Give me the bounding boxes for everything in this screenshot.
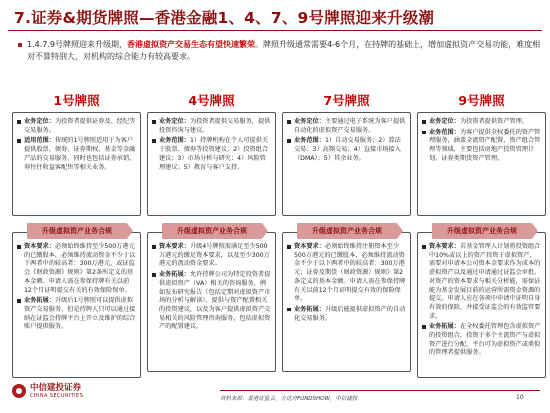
item-text: 在全权委托管理包含虚拟资产的投资组合，投资于多个主流资产与虚拟资产进行分配，平台可为虚拟资产或类似的管理者提供服务。 — [429, 323, 541, 357]
tag-arrow-icon — [262, 223, 268, 239]
bullet-item — [17, 137, 136, 172]
footer-divider — [220, 390, 540, 391]
bullet-item — [152, 243, 271, 269]
item-text: 升级4号牌照需满足至少500万港元的缴足资本要求，以及至少300万港元的流动资金要求。 — [159, 243, 270, 268]
bullet-item — [422, 323, 541, 358]
square-bullet-icon — [17, 120, 21, 124]
tag-arrow-icon — [532, 223, 538, 239]
item-label: 资本要求： — [159, 243, 190, 250]
item-text: 为客户提供全权委托的资产管理服务，涵盖全流资产配置、资产组合管理等领域，主要包括房地产投资管理计划、证券类期货资产管理。 — [429, 128, 541, 162]
intro-text — [27, 39, 542, 63]
logo-icon — [12, 384, 26, 398]
title-divider — [8, 30, 542, 31]
item-label: 业务拓展： — [24, 297, 55, 305]
item-label: 业务定位： — [159, 118, 190, 125]
item-text: 升级后能提供虚拟资产的自动化交易服务。 — [294, 305, 406, 322]
square-bullet-icon — [422, 325, 426, 329]
upgrade-tag: 升级虚拟资产业务合规 — [162, 223, 262, 239]
upgrade-box — [147, 227, 276, 372]
item-label: 业务定位： — [429, 118, 460, 125]
item-label: 资本要求： — [294, 243, 325, 250]
license-column — [12, 92, 141, 331]
square-bullet-icon — [152, 139, 156, 143]
license-column — [417, 92, 546, 357]
item-text: 1）自动交易服务；2）算法交易；3）高频交易；4）直接市场接入（DMA）；5）其余业务。 — [294, 137, 401, 162]
item-text: 为投资者提供证券及、经纪等交易服务。 — [24, 118, 136, 134]
bullet-item — [152, 118, 271, 135]
item-label: 业务范围： — [429, 128, 460, 136]
bullet-item — [17, 297, 136, 332]
item-label: 资本要求： — [429, 243, 460, 250]
square-bullet-icon — [287, 308, 291, 312]
square-bullet-icon — [152, 245, 156, 249]
item-label: 业务定位： — [294, 118, 325, 125]
intro-prefix: 1.4.7.9号牌照迎来升级期， — [27, 40, 127, 49]
square-bullet-icon — [287, 139, 291, 143]
item-label: 业务范围： — [294, 137, 325, 145]
license-overview-box — [417, 112, 546, 216]
bullet-icon — [18, 43, 22, 47]
tag-arrow-icon — [397, 223, 403, 239]
bullet-item — [152, 271, 271, 332]
license-title: 4号牌照 — [188, 93, 235, 108]
logo-en: CHINA SECURITIES — [30, 393, 84, 399]
item-text: 为投资者提供交易服务，提供投资咨询与建议。 — [159, 118, 271, 134]
item-text: 为投资者提供资产管理。 — [459, 118, 528, 125]
license-overview-box — [147, 112, 276, 216]
bullet-item — [17, 118, 136, 135]
item-label: 业务拓展： — [429, 323, 460, 331]
source-note: 资料来源：香港证监会，方达舟FUNDSHOW，中信建投 — [220, 396, 358, 402]
intro-paragraph — [18, 39, 542, 63]
license-column — [147, 92, 276, 331]
intro-highlight: 香港虚拟资产交易生态有望快速繁荣 — [127, 40, 255, 49]
tag-arrow-icon — [127, 223, 133, 239]
license-title: 9号牌照 — [458, 93, 505, 108]
square-bullet-icon — [287, 120, 291, 124]
square-bullet-icon — [152, 120, 156, 124]
bullet-item — [422, 118, 541, 127]
company-logo — [12, 383, 83, 399]
item-text: 1）持牌机构在个人可提供关于股票、债券等投资建议；2）投资组合建议；3）市场分析与研究；4）风险管理建议；5）教育与客户支持。 — [159, 137, 269, 171]
upgrade-box — [12, 227, 141, 378]
square-bullet-icon — [17, 245, 21, 249]
license-column — [282, 92, 411, 322]
bullet-item — [17, 243, 136, 295]
upgrade-box — [282, 227, 411, 372]
license-title: 7号牌照 — [323, 93, 370, 108]
item-label: 业务拓展： — [294, 305, 325, 313]
bullet-item — [422, 129, 541, 164]
upgrade-tag: 升级虚拟资产业务合规 — [297, 223, 397, 239]
bullet-item — [287, 137, 406, 163]
item-text: 传统的1号牌照适用于为客户提供股票、债券、证券期权、基金等金融产品的交易服务，同时也包括证券承销、券往往收益客配售等相关业务。 — [24, 137, 136, 171]
logo-cn: 中信建投证券 — [30, 383, 82, 393]
square-bullet-icon — [422, 131, 426, 135]
square-bullet-icon — [287, 245, 291, 249]
upgrade-box — [417, 227, 546, 378]
square-bullet-icon — [422, 120, 426, 124]
license-overview-box — [12, 112, 141, 216]
page-number: 10 — [516, 394, 524, 401]
item-text: 若基金管理人计划将投资组合中10%或以上的资产投资于虚拟资产，需要对申请本公司资本金要求作为成本的虚拟资产以及通过申请通过证监会审批。对资产的资本要求与相关分析能，需保证能为基金发展目前的运营所需资金资源的提交。申请人应在各项中申请中证明自身有效的保险，并接受证监会的有效监管要求。 — [429, 243, 541, 320]
item-label: 业务范围： — [159, 137, 190, 145]
item-label: 业务定位： — [24, 118, 55, 125]
item-text: 主要通过电子系统为客户提供自动化的虚拟资产交易服务。 — [294, 118, 406, 134]
item-label: 资本要求： — [24, 243, 55, 250]
item-label: 适用范围： — [24, 137, 55, 145]
upgrade-tag: 升级虚拟资产业务合规 — [27, 223, 127, 239]
intro-suffix: 。牌照升级通常需要4-6个月，在持牌的基础上，增加虚拟资产交易功能，难度相对不算特别大，对机构的综合能力有较高要求。 — [27, 40, 541, 61]
license-title: 1号牌照 — [53, 93, 100, 108]
bullet-item — [287, 243, 406, 304]
item-text: 必须始终维持至少500万港元的已缴股本，必须维持流动资金不少于以下两者中的较高者：300万港元，或证监会《财政资源》规则》第2条所定义的基本金额。申请人需在参保持牌有关以前12个月证明提交有关的有效保险保单。 — [24, 243, 136, 294]
upgrade-tag: 升级虚拟资产业务合规 — [432, 223, 532, 239]
item-label: 业务拓展： — [159, 271, 190, 279]
item-text: 升级后1号牌照可以提供虚拟资产交易服务，但是持牌人只可以通过接纳在证监会持牌平台上开立及维护的综合账户提供服务。 — [24, 297, 136, 331]
square-bullet-icon — [422, 245, 426, 249]
square-bullet-icon — [152, 273, 156, 277]
square-bullet-icon — [17, 299, 21, 303]
bullet-item — [422, 243, 541, 321]
item-text: 允许持牌公司为特定投资者提供虚拟资产（VA）相关的咨询服务，例如发布研究报告（包括定期对虚拟资产市场的分析与解读）、提供与资产配置相关的投资建议，以及为客户提供虚拟资产交易相关的风险管理咨询服务，包括虚拟资产的配置建议。 — [159, 271, 271, 331]
square-bullet-icon — [17, 139, 21, 143]
bullet-item — [287, 118, 406, 135]
item-text: 必须始终维持注册资本至少500万港元的已缴股本，必须维持流动资金不少于以下两者中的较高者：300万港元；证券及期货（财政资源）规则》第2条定义的基本金额。申请人需在参保持牌有关以前12个月证明提交有效的保险保单。 — [294, 243, 406, 303]
license-overview-box — [282, 112, 411, 216]
bullet-item — [152, 137, 271, 172]
page-title: 7.证券&期货牌照—香港金融1、4、7、9号牌照迎来升级潮 — [14, 9, 435, 27]
logo-text — [30, 383, 83, 399]
bullet-item — [287, 306, 406, 323]
